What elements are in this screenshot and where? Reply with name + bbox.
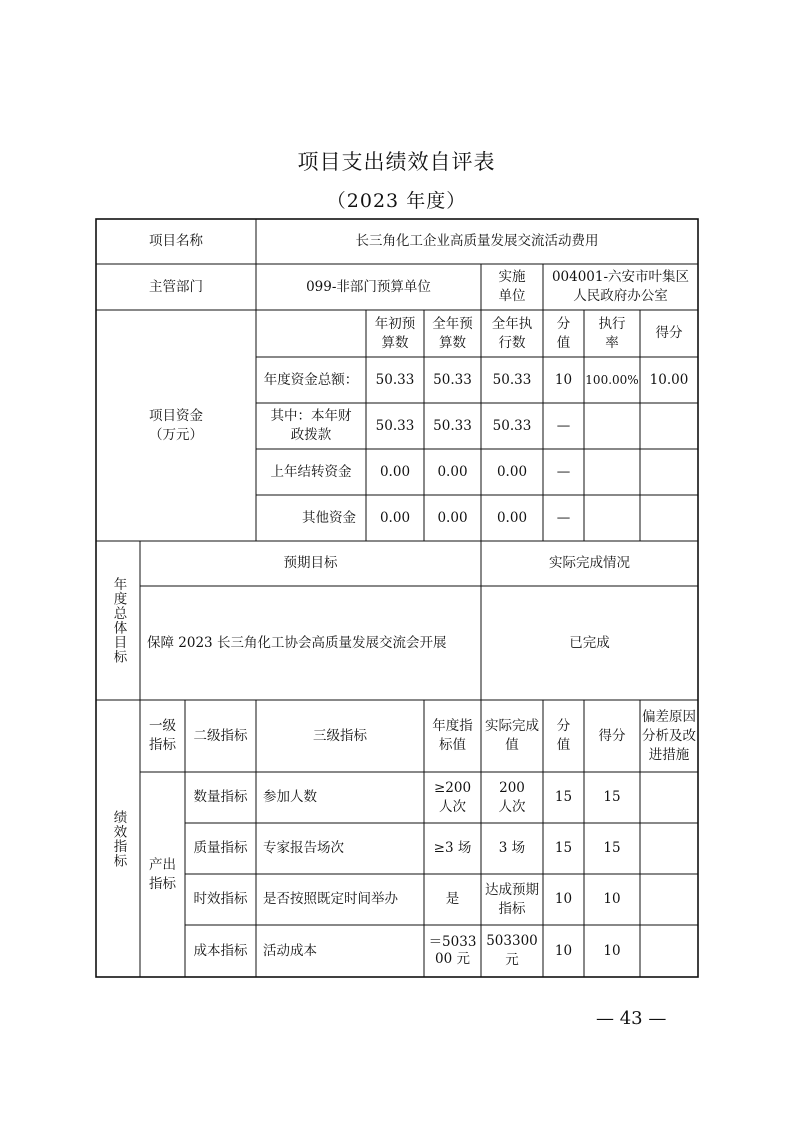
department-value: 099-非部门预算单位 bbox=[306, 278, 431, 295]
expected-goal-header: 预期目标 bbox=[283, 555, 338, 571]
fund-row-initial: 50.33 bbox=[375, 417, 415, 434]
fund-row-label: 上年结转资金 bbox=[270, 463, 352, 480]
indicator-weight: 15 bbox=[554, 840, 573, 856]
header-score-weight: 分值 bbox=[556, 315, 571, 351]
fund-row-rate bbox=[584, 495, 640, 541]
header-weight: 分值 bbox=[556, 718, 571, 753]
header-executed: 全年执行数 bbox=[491, 315, 533, 351]
indicator-target: 是 bbox=[445, 891, 460, 907]
implementing-unit-label: 实施单位 bbox=[498, 269, 526, 304]
implementing-unit-value: 004001-六安市叶集区人民政府办公室 bbox=[551, 269, 690, 304]
actual-completion-header: 实际完成情况 bbox=[549, 555, 630, 571]
level1-output-indicator: 产出指标 bbox=[149, 856, 176, 892]
indicator-level2: 数量指标 bbox=[193, 789, 248, 805]
actual-completion-value: 已完成 bbox=[569, 634, 610, 651]
indicator-level3: 活动成本 bbox=[263, 942, 317, 959]
goals-section-text: 年度总体目标 bbox=[110, 577, 127, 664]
fund-row-rate bbox=[584, 403, 640, 449]
fund-row-label: 年度资金总额： bbox=[263, 371, 359, 388]
header-initial-budget: 年初预算数 bbox=[374, 315, 416, 351]
indicator-level2: 质量指标 bbox=[193, 840, 248, 856]
header-actual-value: 实际完成值 bbox=[485, 718, 539, 753]
header-level3: 三级指标 bbox=[313, 727, 367, 744]
indicator-actual: 达成预期指标 bbox=[485, 881, 539, 917]
header-target-value: 年度指标值 bbox=[432, 718, 473, 753]
fund-row-executed: 0.00 bbox=[496, 509, 528, 526]
indicators-section-label bbox=[96, 700, 140, 977]
funds-section-label: 项目资金（万元） bbox=[149, 407, 203, 443]
fund-row-score: 10.00 bbox=[649, 371, 689, 388]
indicator-level3: 是否按照既定时间举办 bbox=[263, 891, 398, 907]
header-level2: 二级指标 bbox=[193, 727, 248, 744]
fund-row-weight: 10 bbox=[554, 371, 573, 388]
indicator-weight: 10 bbox=[554, 942, 573, 959]
header-score: 得分 bbox=[655, 325, 683, 341]
fund-row-rate bbox=[584, 449, 640, 495]
fund-row-full-year: 0.00 bbox=[437, 463, 468, 480]
fund-row-full-year: 50.33 bbox=[433, 371, 472, 388]
indicator-level2: 时效指标 bbox=[193, 891, 248, 907]
indicator-actual: 200 人次 bbox=[498, 779, 526, 815]
header-deviation: 偏差原因分析及改进措施 bbox=[642, 708, 696, 763]
fund-row-executed: 50.33 bbox=[492, 417, 532, 434]
indicator-target: ＝503300 元 bbox=[428, 934, 477, 967]
header-level1: 一级指标 bbox=[149, 718, 176, 753]
fund-row-full-year: 0.00 bbox=[437, 509, 468, 526]
fund-row-weight: — bbox=[556, 463, 571, 480]
indicator-target: ≥3 场 bbox=[433, 840, 472, 856]
fund-row-label: 其他资金 bbox=[302, 509, 356, 526]
fund-row-score bbox=[640, 449, 698, 495]
expected-goal-value: 保障 2023 长三角化工协会高质量发展交流会开展 bbox=[147, 634, 447, 651]
fund-row-rate: 100.00% bbox=[585, 372, 639, 387]
indicator-actual: 3 场 bbox=[498, 840, 526, 856]
document-title: 项目支出绩效自评表 bbox=[297, 150, 496, 174]
indicator-weight: 15 bbox=[554, 789, 573, 805]
page-number: — 43 — bbox=[596, 1008, 667, 1029]
project-name-label: 项目名称 bbox=[149, 233, 203, 249]
fund-row-full-year: 50.33 bbox=[433, 417, 472, 434]
fund-row-executed: 0.00 bbox=[496, 463, 528, 480]
fund-row-weight: — bbox=[556, 509, 571, 526]
fund-row-weight: — bbox=[556, 417, 571, 434]
fund-row-initial: 0.00 bbox=[379, 509, 411, 526]
indicator-actual: 503300 元 bbox=[486, 933, 538, 968]
header-execution-rate: 执行率 bbox=[598, 315, 626, 351]
project-name-value: 长三角化工企业高质量发展交流活动费用 bbox=[355, 233, 599, 249]
fund-row-initial: 50.33 bbox=[375, 371, 415, 388]
indicator-level3: 参加人数 bbox=[263, 789, 317, 805]
header-indicator-score: 得分 bbox=[598, 727, 626, 744]
indicators-section-text: 绩效指标 bbox=[110, 809, 127, 868]
fund-row-label: 其中：本年财政拨款 bbox=[270, 408, 352, 443]
fund-row-initial: 0.00 bbox=[379, 463, 411, 480]
indicator-level2: 成本指标 bbox=[193, 942, 248, 959]
fund-row-executed: 50.33 bbox=[492, 371, 532, 388]
indicator-score: 15 bbox=[603, 840, 621, 856]
goals-section-label bbox=[96, 541, 140, 700]
indicator-score: 15 bbox=[603, 789, 621, 805]
indicator-weight: 10 bbox=[554, 891, 573, 907]
fund-row-score bbox=[640, 495, 698, 541]
indicator-target: ≥200 人次 bbox=[433, 779, 472, 815]
indicator-score: 10 bbox=[603, 942, 621, 959]
indicator-level3: 专家报告场次 bbox=[263, 840, 344, 856]
document-subtitle: （2023 年度） bbox=[326, 190, 467, 212]
department-label: 主管部门 bbox=[149, 278, 203, 295]
fund-row-score bbox=[640, 403, 698, 449]
indicator-score: 10 bbox=[603, 891, 621, 907]
header-full-year-budget: 全年预算数 bbox=[432, 315, 473, 351]
